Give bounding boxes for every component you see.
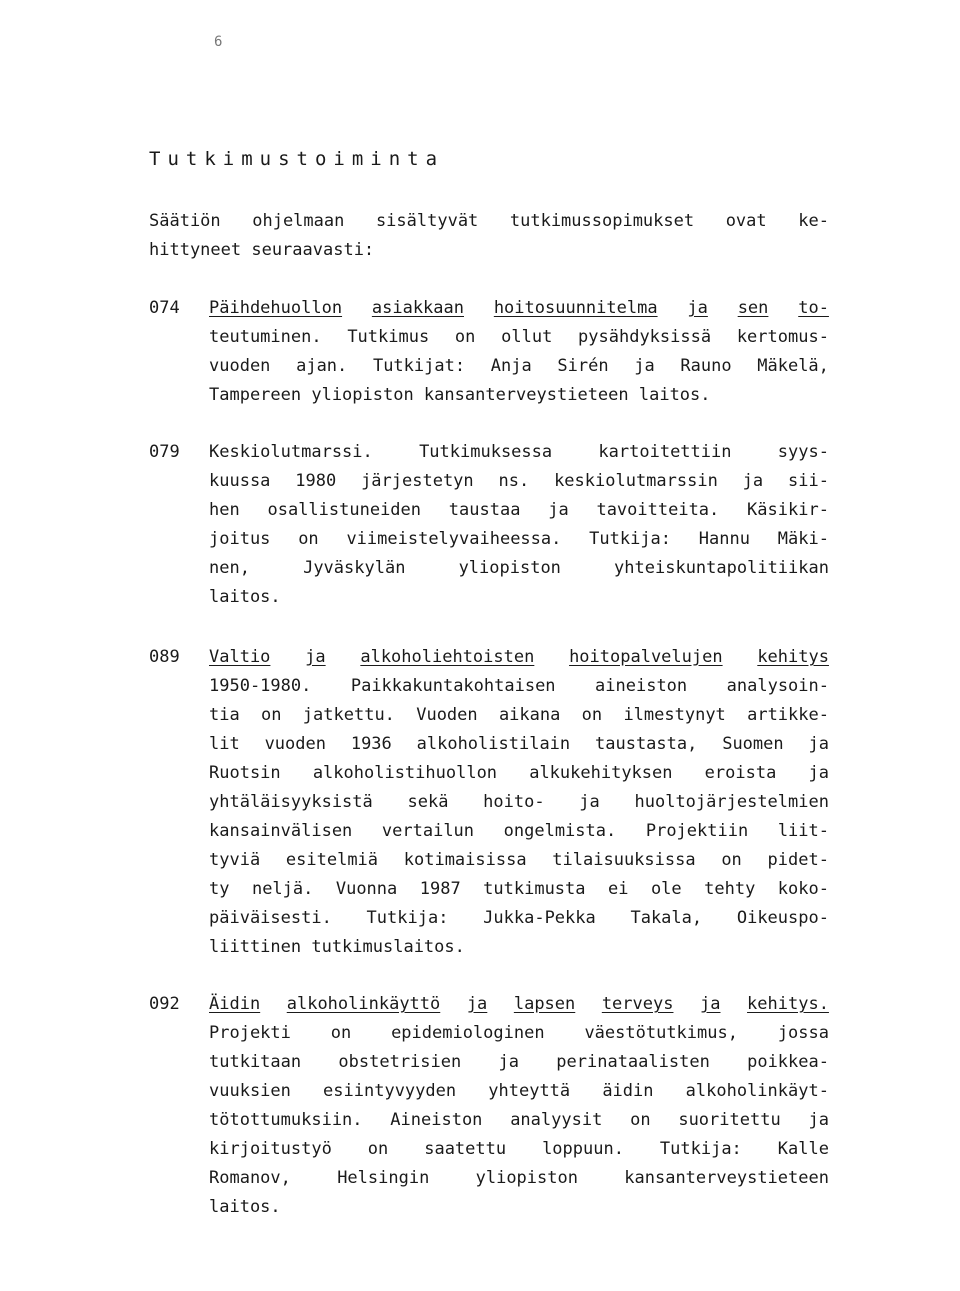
project-description — [209, 438, 829, 612]
project-line: kansainvälisen vertailun ongelmista. Projektiin liit- — [209, 821, 829, 841]
project-line: vuoden ajan. Tutkijat: Anja Sirén ja Rauno Mäkelä, — [209, 356, 829, 376]
project-number: 079 — [149, 442, 180, 462]
project-number: 092 — [149, 994, 180, 1014]
project-line: Tampereen yliopiston kansanterveystieteen laitos. — [209, 385, 711, 405]
project-line: vuuksien esiintyvyyden yhteyttä äidin alkoholinkäyt- — [209, 1081, 829, 1101]
section-title: Tutkimustoiminta — [149, 148, 445, 170]
project-description — [209, 294, 829, 410]
project-line: Valtio ja alkoholiehtoisten hoitopalvelujen kehitys — [209, 647, 829, 667]
project-number: 074 — [149, 298, 180, 318]
project-line: lit vuoden 1936 alkoholistilain taustasta, Suomen ja — [209, 734, 829, 754]
project-line: Ruotsin alkoholistihuollon alkukehityksen eroista ja — [209, 763, 829, 783]
project-line: joitus on viimeistelyvaiheessa. Tutkija: Hannu Mäki- — [209, 529, 829, 549]
project-line: ty neljä. Vuonna 1987 tutkimusta ei ole tehty koko- — [209, 879, 829, 899]
project-line: 1950-1980. Paikkakuntakohtaisen aineiston analysoin- — [209, 676, 829, 696]
project-line: tötottumuksiin. Aineiston analyysit on suoritettu ja — [209, 1110, 829, 1130]
project-line: nen, Jyväskylän yliopiston yhteiskuntapolitiikan — [209, 558, 829, 578]
project-line: laitos. — [209, 1197, 281, 1217]
project-line: yhtäläisyyksistä sekä hoito- ja huoltojärjestelmien — [209, 792, 829, 812]
project-line: kirjoitustyö on saatettu loppuun. Tutkija: Kalle — [209, 1139, 829, 1159]
project-line: tyviä esitelmiä kotimaisissa tilaisuuksissa on pidet- — [209, 850, 829, 870]
project-line: teutuminen. Tutkimus on ollut pysähdyksissä kertomus- — [209, 327, 829, 347]
project-line: Päihdehuollon asiakkaan hoitosuunnitelma ja sen to- — [209, 298, 829, 318]
page-mark: 6 — [214, 34, 223, 50]
intro-line: hittyneet seuraavasti: — [149, 240, 375, 260]
project-number: 089 — [149, 647, 180, 667]
project-line: tia on jatkettu. Vuoden aikana on ilmestynyt artikke- — [209, 705, 829, 725]
project-line: hen osallistuneiden taustaa ja tavoitteita. Käsikir- — [209, 500, 829, 520]
project-line: kuussa 1980 järjestetyn ns. keskiolutmarssin ja sii- — [209, 471, 829, 491]
project-description — [209, 990, 829, 1222]
intro-line: Säätiön ohjelmaan sisältyvät tutkimussopimukset ovat ke- — [149, 211, 829, 231]
project-description — [209, 643, 829, 962]
project-line: tutkitaan obstetrisien ja perinataalisten poikkea- — [209, 1052, 829, 1072]
project-line: Projekti on epidemiologinen väestötutkimus, jossa — [209, 1023, 829, 1043]
intro-paragraph — [149, 207, 829, 265]
project-line: laitos. — [209, 587, 281, 607]
project-line: päiväisesti. Tutkija: Jukka-Pekka Takala, Oikeuspo- — [209, 908, 829, 928]
project-line: Romanov, Helsingin yliopiston kansanterveystieteen — [209, 1168, 829, 1188]
project-line: liittinen tutkimuslaitos. — [209, 937, 465, 957]
project-line: Äidin alkoholinkäyttö ja lapsen terveys ja kehitys. — [209, 994, 829, 1014]
project-line: Keskiolutmarssi. Tutkimuksessa kartoitettiin syys- — [209, 442, 829, 462]
